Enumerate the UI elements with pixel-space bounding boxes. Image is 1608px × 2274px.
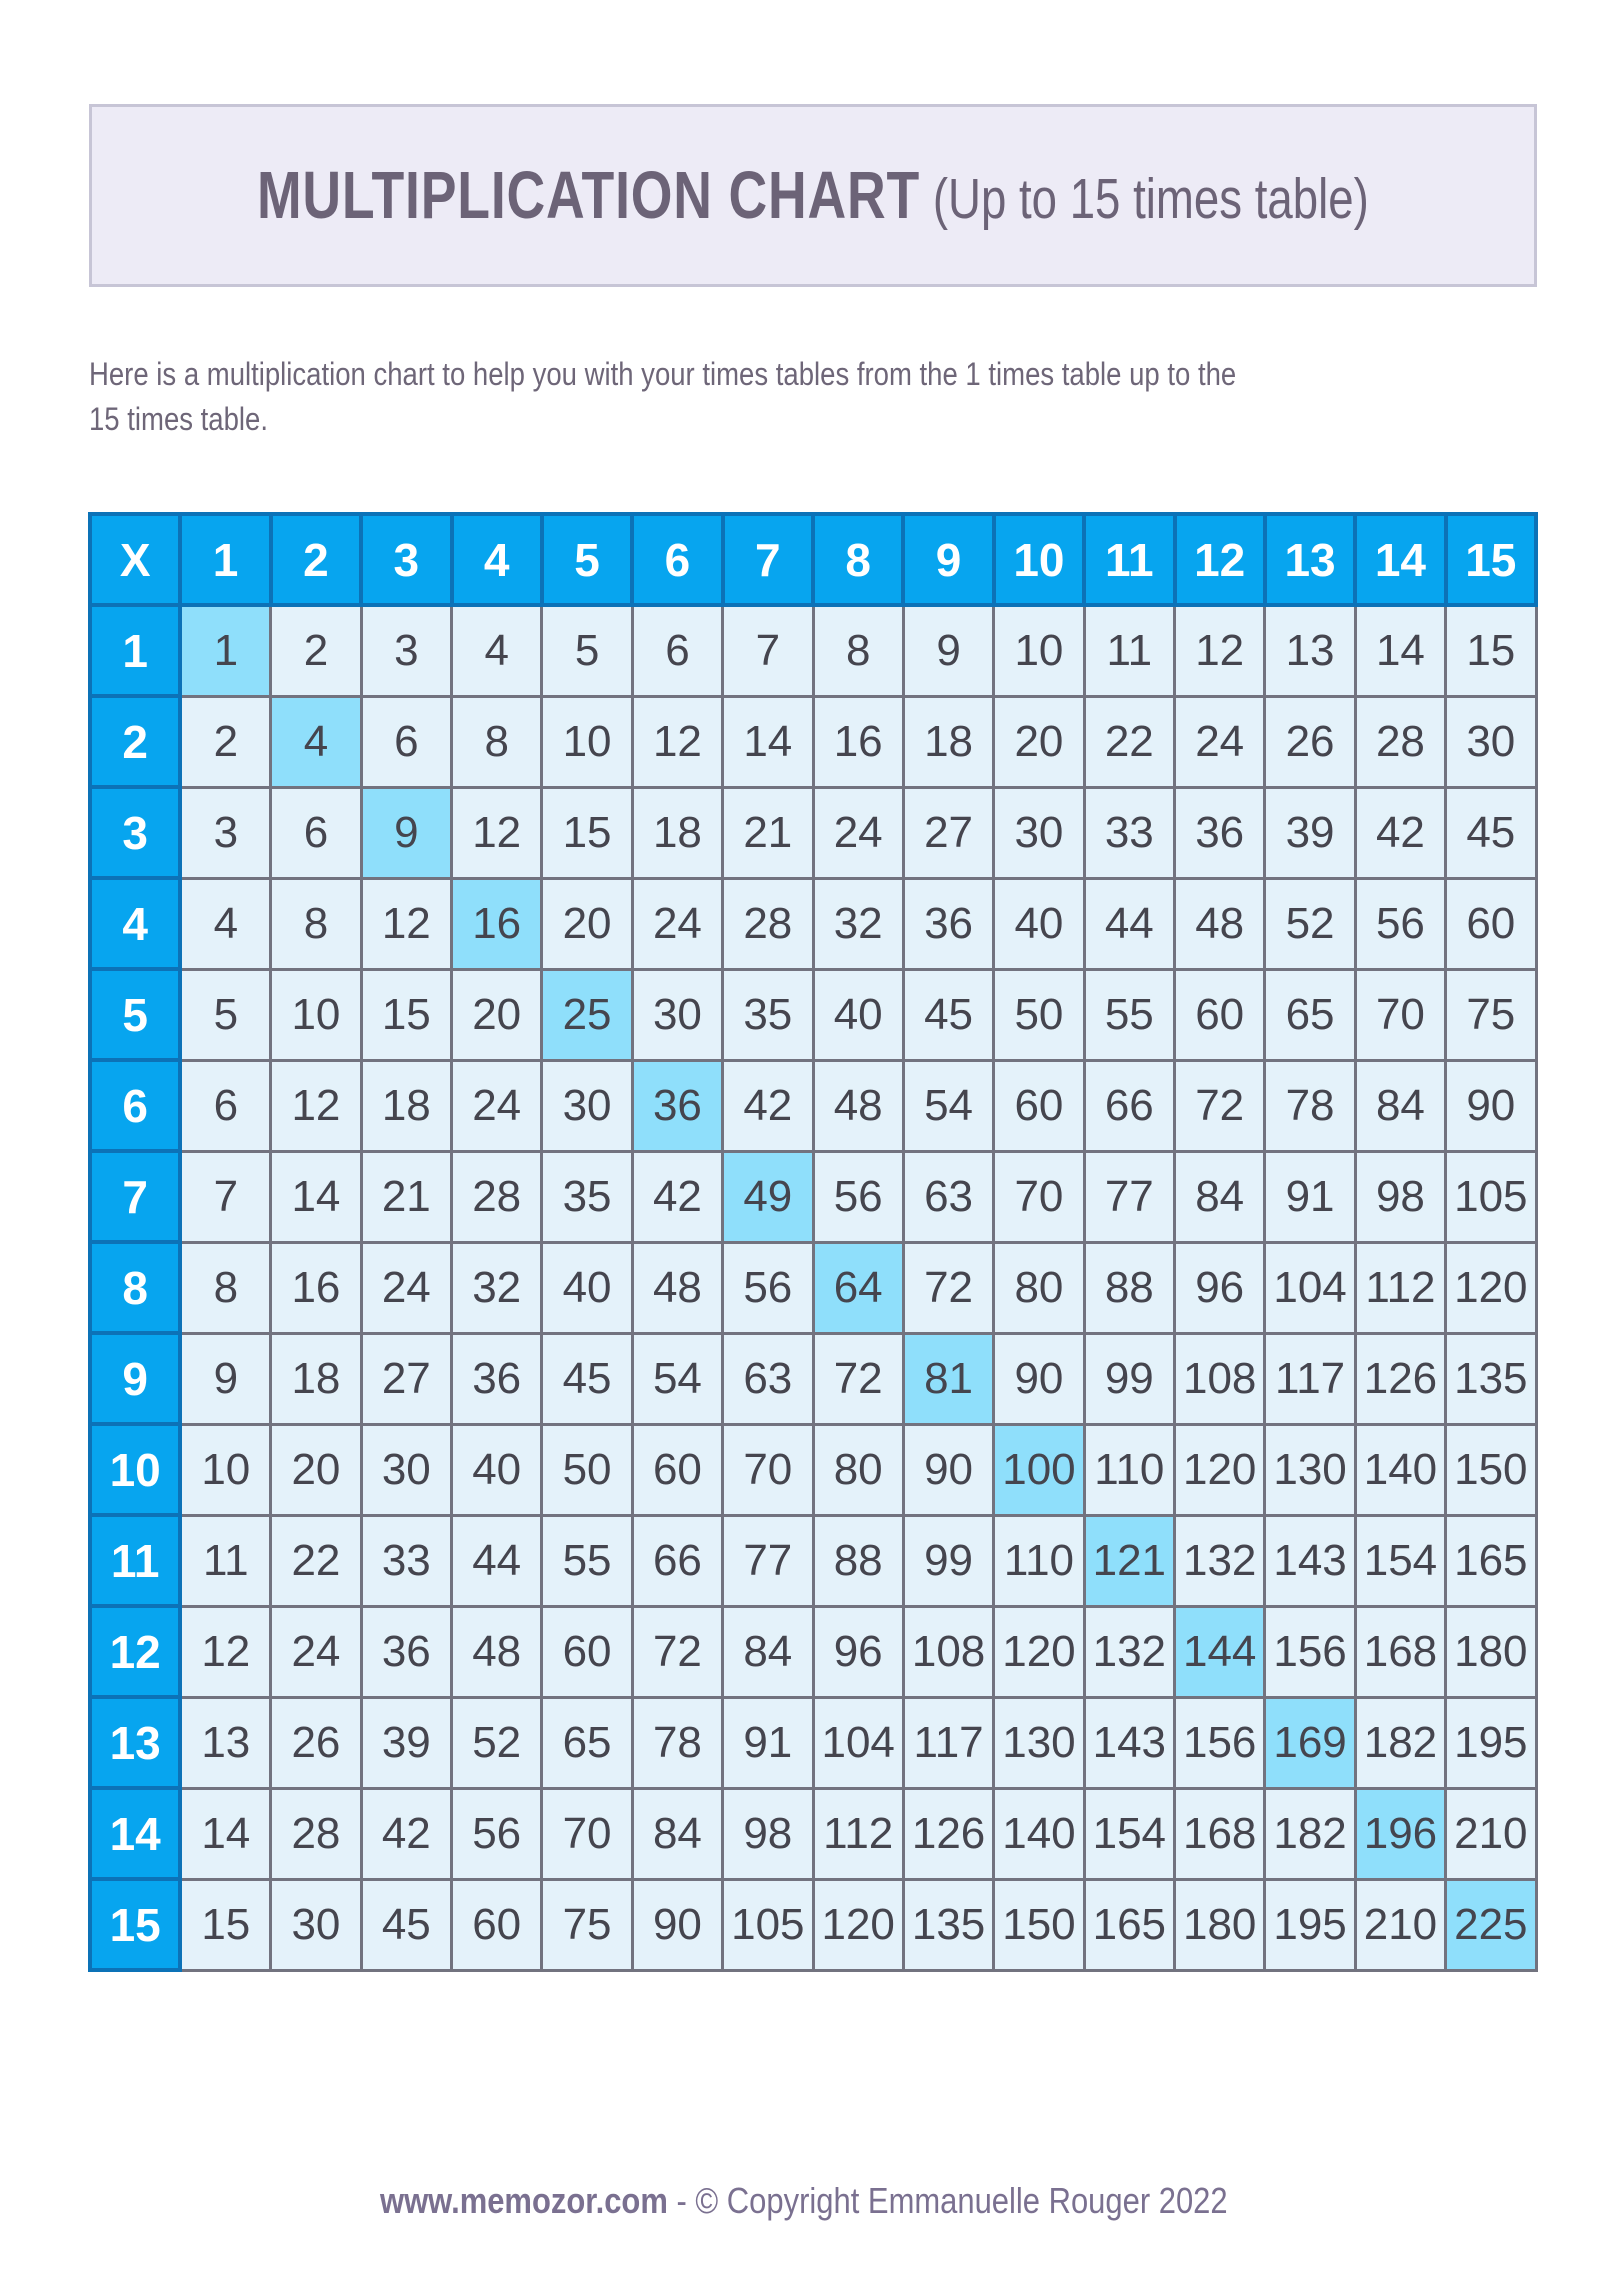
cell-15x10: 150 [994, 1879, 1084, 1970]
cell-6x11: 66 [1084, 1060, 1174, 1151]
cell-7x5: 35 [542, 1151, 632, 1242]
cell-14x12: 168 [1175, 1788, 1265, 1879]
cell-3x11: 33 [1084, 787, 1174, 878]
cell-1x11: 11 [1084, 605, 1174, 696]
column-header-8: 8 [813, 514, 903, 605]
cell-1x10: 10 [994, 605, 1084, 696]
cell-4x4: 16 [452, 878, 542, 969]
cell-15x7: 105 [723, 1879, 813, 1970]
cell-12x11: 132 [1084, 1606, 1174, 1697]
cell-2x3: 6 [361, 696, 451, 787]
cell-10x8: 80 [813, 1424, 903, 1515]
cell-14x7: 98 [723, 1788, 813, 1879]
cell-6x6: 36 [632, 1060, 722, 1151]
cell-13x14: 182 [1355, 1697, 1445, 1788]
row-header-9: 9 [90, 1333, 180, 1424]
cell-14x8: 112 [813, 1788, 903, 1879]
cell-4x15: 60 [1446, 878, 1536, 969]
cell-4x6: 24 [632, 878, 722, 969]
footer-text [380, 2180, 1228, 2222]
cell-10x4: 40 [452, 1424, 542, 1515]
cell-14x4: 56 [452, 1788, 542, 1879]
cell-12x1: 12 [180, 1606, 270, 1697]
cell-4x9: 36 [903, 878, 993, 969]
cell-3x1: 3 [180, 787, 270, 878]
cell-9x15: 135 [1446, 1333, 1536, 1424]
cell-10x10: 100 [994, 1424, 1084, 1515]
cell-2x9: 18 [903, 696, 993, 787]
cell-8x3: 24 [361, 1242, 451, 1333]
column-header-10: 10 [994, 514, 1084, 605]
cell-15x3: 45 [361, 1879, 451, 1970]
cell-8x11: 88 [1084, 1242, 1174, 1333]
cell-10x2: 20 [271, 1424, 361, 1515]
cell-13x10: 130 [994, 1697, 1084, 1788]
cell-3x7: 21 [723, 787, 813, 878]
cell-5x13: 65 [1265, 969, 1355, 1060]
row-header-13: 13 [90, 1697, 180, 1788]
cell-7x4: 28 [452, 1151, 542, 1242]
cell-14x10: 140 [994, 1788, 1084, 1879]
cell-5x9: 45 [903, 969, 993, 1060]
cell-6x12: 72 [1175, 1060, 1265, 1151]
cell-15x12: 180 [1175, 1879, 1265, 1970]
cell-14x5: 70 [542, 1788, 632, 1879]
column-header-4: 4 [452, 514, 542, 605]
title-sub: (Up to 15 times table) [932, 167, 1369, 231]
cell-9x1: 9 [180, 1333, 270, 1424]
cell-15x11: 165 [1084, 1879, 1174, 1970]
cell-12x9: 108 [903, 1606, 993, 1697]
cell-11x13: 143 [1265, 1515, 1355, 1606]
cell-13x11: 143 [1084, 1697, 1174, 1788]
cell-5x8: 40 [813, 969, 903, 1060]
cell-8x4: 32 [452, 1242, 542, 1333]
row-header-7: 7 [90, 1151, 180, 1242]
cell-15x14: 210 [1355, 1879, 1445, 1970]
cell-2x5: 10 [542, 696, 632, 787]
cell-7x2: 14 [271, 1151, 361, 1242]
cell-14x6: 84 [632, 1788, 722, 1879]
cell-8x1: 8 [180, 1242, 270, 1333]
row-header-6: 6 [90, 1060, 180, 1151]
cell-6x5: 30 [542, 1060, 632, 1151]
cell-9x3: 27 [361, 1333, 451, 1424]
cell-5x5: 25 [542, 969, 632, 1060]
cell-10x5: 50 [542, 1424, 632, 1515]
cell-7x6: 42 [632, 1151, 722, 1242]
cell-1x14: 14 [1355, 605, 1445, 696]
row-header-2: 2 [90, 696, 180, 787]
cell-3x14: 42 [1355, 787, 1445, 878]
cell-8x5: 40 [542, 1242, 632, 1333]
multiplication-table [88, 512, 1538, 1972]
cell-12x15: 180 [1446, 1606, 1536, 1697]
column-header-15: 15 [1446, 514, 1536, 605]
cell-7x13: 91 [1265, 1151, 1355, 1242]
title-main: MULTIPLICATION CHART [257, 158, 921, 233]
row-header-5: 5 [90, 969, 180, 1060]
cell-15x13: 195 [1265, 1879, 1355, 1970]
cell-10x13: 130 [1265, 1424, 1355, 1515]
cell-6x13: 78 [1265, 1060, 1355, 1151]
row-header-4: 4 [90, 878, 180, 969]
cell-5x6: 30 [632, 969, 722, 1060]
cell-13x1: 13 [180, 1697, 270, 1788]
row-header-15: 15 [90, 1879, 180, 1970]
cell-6x15: 90 [1446, 1060, 1536, 1151]
cell-11x1: 11 [180, 1515, 270, 1606]
cell-13x12: 156 [1175, 1697, 1265, 1788]
cell-9x14: 126 [1355, 1333, 1445, 1424]
cell-4x3: 12 [361, 878, 451, 969]
title-box [89, 104, 1537, 287]
cell-12x7: 84 [723, 1606, 813, 1697]
cell-14x9: 126 [903, 1788, 993, 1879]
cell-3x3: 9 [361, 787, 451, 878]
cell-2x7: 14 [723, 696, 813, 787]
cell-14x13: 182 [1265, 1788, 1355, 1879]
row-header-1: 1 [90, 605, 180, 696]
row-header-12: 12 [90, 1606, 180, 1697]
cell-10x15: 150 [1446, 1424, 1536, 1515]
cell-13x6: 78 [632, 1697, 722, 1788]
cell-15x5: 75 [542, 1879, 632, 1970]
cell-11x2: 22 [271, 1515, 361, 1606]
cell-11x5: 55 [542, 1515, 632, 1606]
column-header-1: 1 [180, 514, 270, 605]
cell-4x8: 32 [813, 878, 903, 969]
column-header-14: 14 [1355, 514, 1445, 605]
row-header-11: 11 [90, 1515, 180, 1606]
cell-11x3: 33 [361, 1515, 451, 1606]
cell-4x2: 8 [271, 878, 361, 969]
cell-5x11: 55 [1084, 969, 1174, 1060]
cell-7x10: 70 [994, 1151, 1084, 1242]
cell-3x9: 27 [903, 787, 993, 878]
cell-15x9: 135 [903, 1879, 993, 1970]
cell-8x15: 120 [1446, 1242, 1536, 1333]
cell-11x4: 44 [452, 1515, 542, 1606]
cell-6x3: 18 [361, 1060, 451, 1151]
cell-2x10: 20 [994, 696, 1084, 787]
cell-7x1: 7 [180, 1151, 270, 1242]
cell-9x9: 81 [903, 1333, 993, 1424]
cell-6x7: 42 [723, 1060, 813, 1151]
cell-3x6: 18 [632, 787, 722, 878]
cell-14x2: 28 [271, 1788, 361, 1879]
footer [0, 2180, 1608, 2222]
cell-2x13: 26 [1265, 696, 1355, 787]
cell-2x11: 22 [1084, 696, 1174, 787]
cell-8x6: 48 [632, 1242, 722, 1333]
cell-7x8: 56 [813, 1151, 903, 1242]
row-header-14: 14 [90, 1788, 180, 1879]
cell-10x6: 60 [632, 1424, 722, 1515]
cell-9x4: 36 [452, 1333, 542, 1424]
cell-9x11: 99 [1084, 1333, 1174, 1424]
cell-14x14: 196 [1355, 1788, 1445, 1879]
row-header-10: 10 [90, 1424, 180, 1515]
cell-7x11: 77 [1084, 1151, 1174, 1242]
cell-3x13: 39 [1265, 787, 1355, 878]
cell-15x6: 90 [632, 1879, 722, 1970]
column-header-3: 3 [361, 514, 451, 605]
column-header-13: 13 [1265, 514, 1355, 605]
page-title [257, 157, 1369, 234]
cell-8x10: 80 [994, 1242, 1084, 1333]
cell-12x5: 60 [542, 1606, 632, 1697]
column-header-5: 5 [542, 514, 632, 605]
row-header-3: 3 [90, 787, 180, 878]
cell-9x10: 90 [994, 1333, 1084, 1424]
cell-1x13: 13 [1265, 605, 1355, 696]
cell-5x14: 70 [1355, 969, 1445, 1060]
cell-11x12: 132 [1175, 1515, 1265, 1606]
cell-3x8: 24 [813, 787, 903, 878]
cell-5x15: 75 [1446, 969, 1536, 1060]
cell-12x14: 168 [1355, 1606, 1445, 1697]
cell-6x8: 48 [813, 1060, 903, 1151]
cell-11x15: 165 [1446, 1515, 1536, 1606]
row-header-8: 8 [90, 1242, 180, 1333]
cell-10x1: 10 [180, 1424, 270, 1515]
cell-10x3: 30 [361, 1424, 451, 1515]
cell-11x6: 66 [632, 1515, 722, 1606]
column-header-2: 2 [271, 514, 361, 605]
cell-7x14: 98 [1355, 1151, 1445, 1242]
cell-5x7: 35 [723, 969, 813, 1060]
cell-4x1: 4 [180, 878, 270, 969]
cell-2x15: 30 [1446, 696, 1536, 787]
cell-11x11: 121 [1084, 1515, 1174, 1606]
footer-site-link[interactable]: www.memozor.com [380, 2180, 669, 2221]
cell-1x12: 12 [1175, 605, 1265, 696]
cell-9x13: 117 [1265, 1333, 1355, 1424]
cell-6x1: 6 [180, 1060, 270, 1151]
cell-2x4: 8 [452, 696, 542, 787]
cell-4x10: 40 [994, 878, 1084, 969]
cell-8x12: 96 [1175, 1242, 1265, 1333]
cell-6x9: 54 [903, 1060, 993, 1151]
cell-3x2: 6 [271, 787, 361, 878]
intro-line-2: 15 times table. [89, 401, 268, 437]
cell-1x9: 9 [903, 605, 993, 696]
cell-13x15: 195 [1446, 1697, 1536, 1788]
column-header-6: 6 [632, 514, 722, 605]
cell-5x10: 50 [994, 969, 1084, 1060]
intro-line-1: Here is a multiplication chart to help you with your times tables from the 1 times table up to the [89, 356, 1237, 392]
column-header-9: 9 [903, 514, 993, 605]
cell-13x4: 52 [452, 1697, 542, 1788]
cell-15x4: 60 [452, 1879, 542, 1970]
cell-8x2: 16 [271, 1242, 361, 1333]
cell-7x7: 49 [723, 1151, 813, 1242]
cell-8x8: 64 [813, 1242, 903, 1333]
cell-3x4: 12 [452, 787, 542, 878]
cell-9x12: 108 [1175, 1333, 1265, 1424]
cell-12x13: 156 [1265, 1606, 1355, 1697]
column-header-12: 12 [1175, 514, 1265, 605]
cell-6x10: 60 [994, 1060, 1084, 1151]
cell-2x12: 24 [1175, 696, 1265, 787]
cell-1x2: 2 [271, 605, 361, 696]
cell-9x8: 72 [813, 1333, 903, 1424]
corner-cell: X [90, 514, 180, 605]
footer-copyright: © Copyright Emmanuelle Rouger 2022 [695, 2180, 1228, 2221]
column-header-7: 7 [723, 514, 813, 605]
cell-4x11: 44 [1084, 878, 1174, 969]
cell-11x14: 154 [1355, 1515, 1445, 1606]
cell-2x1: 2 [180, 696, 270, 787]
cell-6x4: 24 [452, 1060, 542, 1151]
cell-7x9: 63 [903, 1151, 993, 1242]
cell-13x2: 26 [271, 1697, 361, 1788]
cell-9x2: 18 [271, 1333, 361, 1424]
cell-4x7: 28 [723, 878, 813, 969]
cell-5x3: 15 [361, 969, 451, 1060]
cell-4x5: 20 [542, 878, 632, 969]
footer-separator: - [676, 2180, 687, 2221]
cell-12x4: 48 [452, 1606, 542, 1697]
cell-11x8: 88 [813, 1515, 903, 1606]
cell-8x7: 56 [723, 1242, 813, 1333]
cell-2x14: 28 [1355, 696, 1445, 787]
cell-3x5: 15 [542, 787, 632, 878]
cell-7x12: 84 [1175, 1151, 1265, 1242]
cell-3x15: 45 [1446, 787, 1536, 878]
cell-6x14: 84 [1355, 1060, 1445, 1151]
cell-1x8: 8 [813, 605, 903, 696]
cell-10x12: 120 [1175, 1424, 1265, 1515]
cell-5x12: 60 [1175, 969, 1265, 1060]
cell-12x12: 144 [1175, 1606, 1265, 1697]
cell-11x7: 77 [723, 1515, 813, 1606]
cell-14x1: 14 [180, 1788, 270, 1879]
cell-3x10: 30 [994, 787, 1084, 878]
cell-5x2: 10 [271, 969, 361, 1060]
cell-1x3: 3 [361, 605, 451, 696]
cell-7x15: 105 [1446, 1151, 1536, 1242]
cell-1x4: 4 [452, 605, 542, 696]
cell-11x9: 99 [903, 1515, 993, 1606]
cell-2x6: 12 [632, 696, 722, 787]
cell-9x6: 54 [632, 1333, 722, 1424]
cell-2x8: 16 [813, 696, 903, 787]
cell-8x9: 72 [903, 1242, 993, 1333]
cell-8x14: 112 [1355, 1242, 1445, 1333]
cell-9x5: 45 [542, 1333, 632, 1424]
cell-4x13: 52 [1265, 878, 1355, 969]
column-header-11: 11 [1084, 514, 1174, 605]
cell-15x8: 120 [813, 1879, 903, 1970]
cell-13x5: 65 [542, 1697, 632, 1788]
cell-4x12: 48 [1175, 878, 1265, 969]
cell-10x11: 110 [1084, 1424, 1174, 1515]
cell-3x12: 36 [1175, 787, 1265, 878]
cell-15x1: 15 [180, 1879, 270, 1970]
cell-14x15: 210 [1446, 1788, 1536, 1879]
cell-1x1: 1 [180, 605, 270, 696]
cell-1x15: 15 [1446, 605, 1536, 696]
cell-9x7: 63 [723, 1333, 813, 1424]
cell-11x10: 110 [994, 1515, 1084, 1606]
cell-12x8: 96 [813, 1606, 903, 1697]
cell-6x2: 12 [271, 1060, 361, 1151]
cell-12x2: 24 [271, 1606, 361, 1697]
cell-7x3: 21 [361, 1151, 451, 1242]
cell-12x3: 36 [361, 1606, 451, 1697]
cell-13x3: 39 [361, 1697, 451, 1788]
cell-13x13: 169 [1265, 1697, 1355, 1788]
cell-4x14: 56 [1355, 878, 1445, 969]
cell-13x8: 104 [813, 1697, 903, 1788]
cell-5x4: 20 [452, 969, 542, 1060]
cell-10x14: 140 [1355, 1424, 1445, 1515]
cell-12x10: 120 [994, 1606, 1084, 1697]
cell-10x9: 90 [903, 1424, 993, 1515]
cell-12x6: 72 [632, 1606, 722, 1697]
cell-15x15: 225 [1446, 1879, 1536, 1970]
cell-2x2: 4 [271, 696, 361, 787]
cell-1x7: 7 [723, 605, 813, 696]
cell-10x7: 70 [723, 1424, 813, 1515]
cell-5x1: 5 [180, 969, 270, 1060]
cell-8x13: 104 [1265, 1242, 1355, 1333]
cell-13x9: 117 [903, 1697, 993, 1788]
cell-13x7: 91 [723, 1697, 813, 1788]
cell-15x2: 30 [271, 1879, 361, 1970]
cell-14x11: 154 [1084, 1788, 1174, 1879]
intro-text [89, 352, 1236, 442]
cell-1x6: 6 [632, 605, 722, 696]
cell-14x3: 42 [361, 1788, 451, 1879]
cell-1x5: 5 [542, 605, 632, 696]
